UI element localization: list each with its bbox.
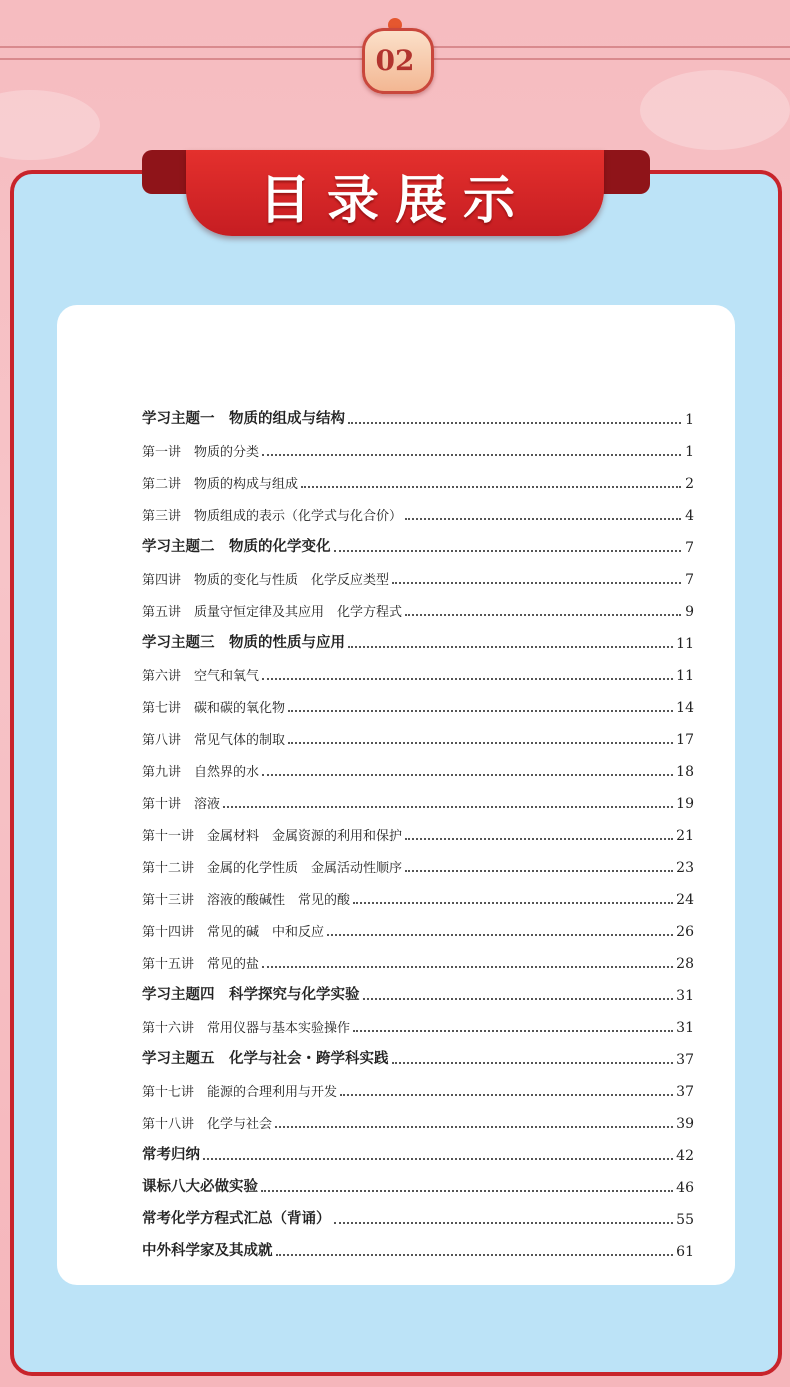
toc-dot-leader: [405, 518, 681, 520]
toc-entry-title: 第十七讲 能源的合理利用与开发: [142, 1085, 338, 1100]
toc-page-number: 4: [685, 508, 694, 524]
toc-entry-title: 第十讲 溶液: [142, 797, 221, 812]
toc-dot-leader: [363, 998, 674, 1000]
toc-page-number: 42: [676, 1148, 694, 1164]
toc-entry-title: 学习主题四 科学探究与化学实验: [142, 987, 360, 1003]
toc-page-number: 37: [676, 1084, 694, 1100]
toc-dot-leader: [405, 838, 673, 840]
toc-page-number: 17: [676, 732, 694, 748]
toc-page-number: 23: [676, 860, 694, 876]
toc-page-number: 31: [676, 1020, 694, 1036]
toc-dot-leader: [405, 870, 673, 872]
toc-dot-leader: [348, 646, 673, 648]
toc-section-row: [142, 1042, 694, 1074]
toc-page-number: 46: [676, 1180, 694, 1196]
toc-dot-leader: [392, 582, 681, 584]
toc-page-number: 26: [676, 924, 694, 940]
toc-dot-leader: [340, 1094, 673, 1096]
toc-entry-title: 第三讲 物质组成的表示（化学式与化合价）: [142, 509, 403, 524]
toc-entry-title: 第八讲 常见气体的制取: [142, 733, 286, 748]
toc-entry-title: 常考归纳: [142, 1147, 200, 1163]
toc-page-number: 7: [685, 572, 694, 588]
toc-page-number: 39: [676, 1116, 694, 1132]
toc-dot-leader: [262, 966, 673, 968]
toc-section-row: [142, 1170, 694, 1202]
toc-entry-title: 学习主题五 化学与社会・跨学科实践: [142, 1051, 389, 1067]
toc-lesson-row: [142, 658, 694, 690]
page-title: 目录展示: [258, 170, 531, 231]
toc-dot-leader: [288, 742, 673, 744]
toc-dot-leader: [276, 1254, 674, 1256]
toc-section-row: [142, 626, 694, 658]
toc-lesson-row: [142, 786, 694, 818]
toc-dot-leader: [288, 710, 673, 712]
title-ribbon: [186, 150, 604, 236]
toc-page-number: 14: [676, 700, 694, 716]
toc-entry-title: 第十三讲 溶液的酸碱性 常见的酸: [142, 893, 351, 908]
toc-lesson-row: [142, 850, 694, 882]
toc-section-row: [142, 402, 694, 434]
toc-dot-leader: [223, 806, 673, 808]
toc-page-number: 31: [676, 988, 694, 1004]
toc-dot-leader: [405, 614, 681, 616]
toc-page-number: 9: [685, 604, 694, 620]
toc-dot-leader: [262, 774, 673, 776]
toc-dot-leader: [327, 934, 673, 936]
toc-dot-leader: [334, 1222, 674, 1224]
toc-lesson-row: [142, 466, 694, 498]
toc-entry-title: 第一讲 物质的分类: [142, 445, 260, 460]
toc-entry-title: 第四讲 物质的变化与性质 化学反应类型: [142, 573, 390, 588]
toc-lesson-row: [142, 498, 694, 530]
toc-entry-title: 第十一讲 金属材料 金属资源的利用和保护: [142, 829, 403, 844]
section-number-badge: [352, 16, 438, 96]
toc-entry-title: 常考化学方程式汇总（背诵）: [142, 1211, 331, 1227]
cloud-decoration: [640, 70, 790, 150]
toc-page-number: 11: [676, 636, 694, 652]
toc-dot-leader: [203, 1158, 673, 1160]
toc-page-number: 28: [676, 956, 694, 972]
toc-lesson-row: [142, 1106, 694, 1138]
toc-page-number: 2: [685, 476, 694, 492]
toc-dot-leader: [392, 1062, 674, 1064]
toc-section-row: [142, 1138, 694, 1170]
toc-page-number: 21: [676, 828, 694, 844]
toc-dot-leader: [262, 454, 681, 456]
toc-lesson-row: [142, 562, 694, 594]
toc-page-number: 55: [676, 1212, 694, 1228]
toc-lesson-row: [142, 434, 694, 466]
toc-page-number: 18: [676, 764, 694, 780]
toc-page-number: 19: [676, 796, 694, 812]
table-of-contents: [142, 402, 694, 1266]
toc-lesson-row: [142, 946, 694, 978]
toc-page-number: 61: [676, 1244, 694, 1260]
toc-entry-title: 学习主题二 物质的化学变化: [142, 539, 331, 555]
toc-entry-title: 学习主题一 物质的组成与结构: [142, 411, 345, 427]
section-number: 02: [375, 43, 415, 77]
toc-page-number: 11: [676, 668, 694, 684]
toc-entry-title: 第七讲 碳和碳的氧化物: [142, 701, 286, 716]
toc-section-row: [142, 1234, 694, 1266]
toc-entry-title: 中外科学家及其成就: [142, 1243, 273, 1259]
toc-entry-title: 第九讲 自然界的水: [142, 765, 260, 780]
toc-entry-title: 第十六讲 常用仪器与基本实验操作: [142, 1021, 351, 1036]
toc-entry-title: 课标八大必做实验: [142, 1179, 258, 1195]
toc-entry-title: 第十二讲 金属的化学性质 金属活动性顺序: [142, 861, 403, 876]
toc-section-row: [142, 1202, 694, 1234]
toc-page-number: 1: [685, 412, 694, 428]
toc-page-number: 7: [685, 540, 694, 556]
toc-lesson-row: [142, 722, 694, 754]
toc-dot-leader: [334, 550, 682, 552]
toc-dot-leader: [261, 1190, 673, 1192]
toc-lesson-row: [142, 690, 694, 722]
toc-entry-title: 学习主题三 物质的性质与应用: [142, 635, 345, 651]
toc-entry-title: 第十五讲 常见的盐: [142, 957, 260, 972]
toc-lesson-row: [142, 594, 694, 626]
toc-dot-leader: [353, 1030, 673, 1032]
toc-dot-leader: [301, 486, 681, 488]
toc-section-row: [142, 530, 694, 562]
toc-dot-leader: [353, 902, 673, 904]
toc-dot-leader: [275, 1126, 673, 1128]
toc-page-number: 1: [685, 444, 694, 460]
toc-entry-title: 第二讲 物质的构成与组成: [142, 477, 299, 492]
toc-entry-title: 第五讲 质量守恒定律及其应用 化学方程式: [142, 605, 403, 620]
toc-lesson-row: [142, 914, 694, 946]
toc-dot-leader: [262, 678, 673, 680]
toc-lesson-row: [142, 754, 694, 786]
toc-section-row: [142, 978, 694, 1010]
toc-dot-leader: [348, 422, 681, 424]
toc-lesson-row: [142, 818, 694, 850]
toc-lesson-row: [142, 1074, 694, 1106]
toc-entry-title: 第六讲 空气和氧气: [142, 669, 260, 684]
toc-page-number: 24: [676, 892, 694, 908]
toc-lesson-row: [142, 882, 694, 914]
toc-lesson-row: [142, 1010, 694, 1042]
toc-page-number: 37: [676, 1052, 694, 1068]
cloud-decoration: [0, 90, 100, 160]
toc-entry-title: 第十八讲 化学与社会: [142, 1117, 273, 1132]
toc-entry-title: 第十四讲 常见的碱 中和反应: [142, 925, 325, 940]
